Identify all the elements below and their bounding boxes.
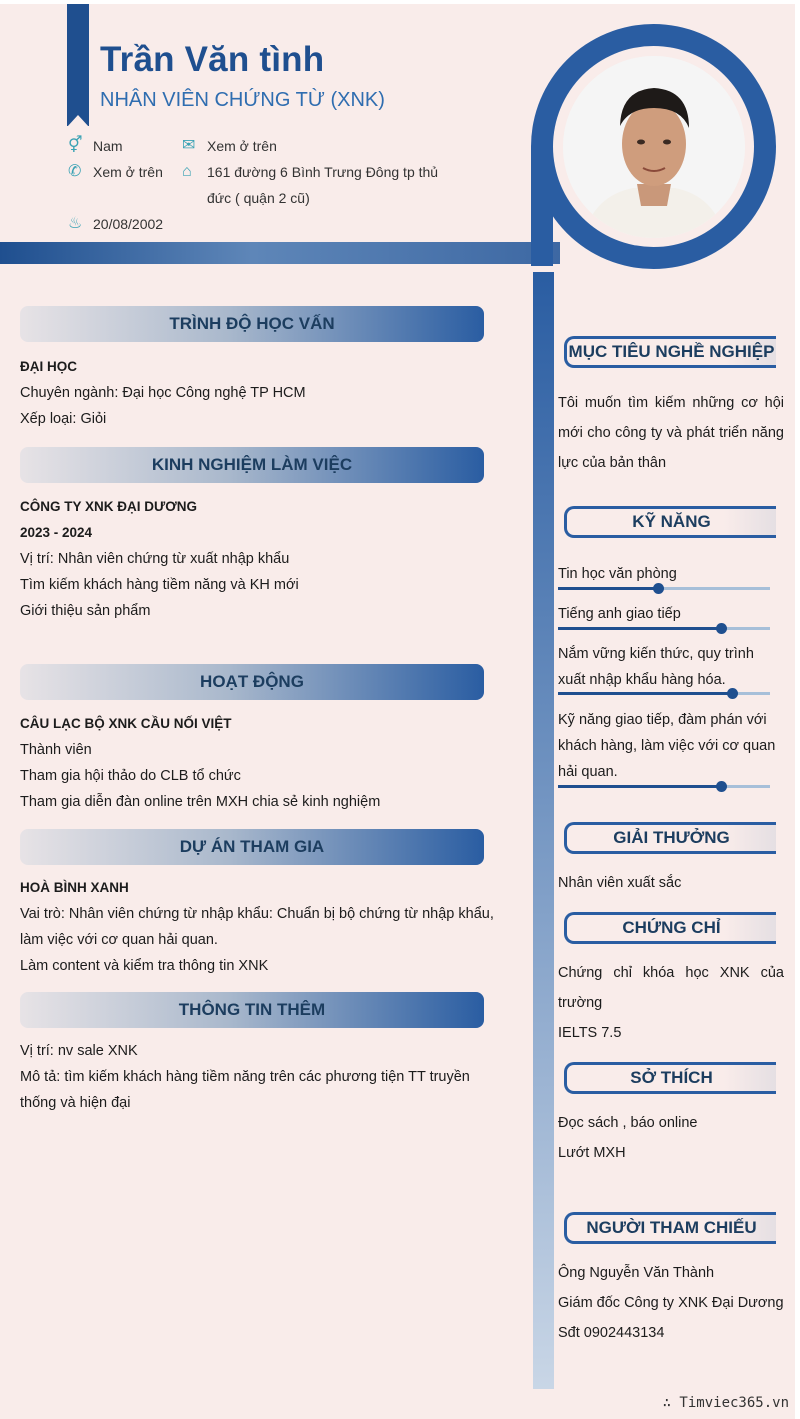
- experience-content: CÔNG TY XNK ĐẠI DƯƠNG 2023 - 2024 Vị trí: Nhân viên chứng từ xuất nhập khẩu Tìm kiếm khách hàng tiềm năng và KH mới Giới thiệu sản phẩm: [20, 494, 510, 624]
- skill-bar-fill: [558, 785, 721, 788]
- activities-heading: HOẠT ĐỘNG: [20, 664, 484, 700]
- list-item: Giới thiệu sản phẩm: [20, 603, 151, 619]
- skill-bar-knob: [716, 623, 727, 634]
- avatar: [563, 56, 745, 238]
- skills-heading: KỸ NĂNG: [564, 506, 776, 538]
- activities-content: CÂU LẠC BỘ XNK CẦU NỐI VIỆT Thành viên Tham gia hội thảo do CLB tổ chức Tham gia diễn đàn online trên MXH chia sẻ kinh nghiệm: [20, 711, 510, 815]
- list-item: Tham gia diễn đàn online trên MXH chia sẻ kinh nghiệm: [20, 794, 381, 810]
- skill-label: Tin học văn phòng: [558, 566, 677, 582]
- avatar-portrait-icon: [563, 56, 745, 238]
- home-icon: ⌂: [182, 163, 192, 180]
- list-item: Lướt MXH: [558, 1145, 626, 1161]
- hobbies-content: [558, 1108, 784, 1168]
- education-content: ĐẠI HỌC Chuyên ngành: Đại học Công nghệ TP HCM Xếp loại: Giỏi: [20, 359, 306, 427]
- projects-heading: DỰ ÁN THAM GIA: [20, 829, 484, 865]
- header-divider-bar: [0, 242, 560, 264]
- hobbies-heading: SỞ THÍCH: [564, 1062, 776, 1094]
- certificates-content: Chứng chỉ khóa học XNK của trường IELTS 7.5: [558, 965, 784, 1041]
- skill-bar-knob: [727, 688, 738, 699]
- job-title: NHÂN VIÊN CHỨNG TỪ (XNK): [100, 89, 385, 111]
- birthday-info: ♨ 20/08/2002: [68, 215, 164, 232]
- education-heading: TRÌNH ĐỘ HỌC VẤN: [20, 306, 484, 342]
- skill-bar: [558, 785, 770, 788]
- photo-ring-leg: [531, 146, 553, 266]
- mail-icon: ✉: [182, 137, 196, 154]
- projects-content: HOÀ BÌNH XANH Vai trò: Nhân viên chứng từ nhập khẩu: Chuẩn bị bộ chứng từ nhập khẩu, làm việc với cơ quan hải quan. Làm content và kiểm tra thông tin XNK: [20, 875, 510, 979]
- email-info: ✉ Xem ở trên: [182, 137, 277, 154]
- list-item: Vai trò: Nhân viên chứng từ nhập khẩu: Chuẩn bị bộ chứng từ nhập khẩu,: [20, 906, 494, 922]
- candidate-name: Trần Văn tình: [100, 40, 325, 79]
- list-item: làm việc với cơ quan hải quan.: [20, 932, 218, 948]
- cv-page: [0, 4, 795, 1419]
- list-item: thống và hiện đại: [20, 1095, 131, 1111]
- list-item: Vị trí: nv sale XNK: [20, 1043, 138, 1059]
- list-item: Vị trí: Nhân viên chứng từ xuất nhập khẩu: [20, 551, 290, 567]
- skill-bar-fill: [558, 692, 732, 695]
- list-item: Làm content và kiểm tra thông tin XNK: [20, 958, 269, 974]
- skill-bar-knob: [716, 781, 727, 792]
- skill-bar: [558, 692, 770, 695]
- skill-bar-fill: [558, 587, 658, 590]
- skill-label: Nắm vững kiến thức, quy trình xuất nhập khẩu hàng hóa.: [558, 646, 754, 688]
- references-content: Ông Nguyễn Văn Thành Giám đốc Công ty XNK Đại Dương Sđt 0902443134: [558, 1265, 784, 1341]
- skill-label: Tiếng anh giao tiếp: [558, 606, 681, 622]
- certificates-heading: CHỨNG CHỈ: [564, 912, 776, 944]
- phone-icon: ✆: [68, 163, 82, 180]
- awards-heading: GIẢI THƯỞNG: [564, 822, 776, 854]
- phone-info: ✆ Xem ở trên: [68, 163, 163, 180]
- awards-text: Nhân viên xuất sắc: [558, 875, 682, 891]
- cake-icon: ♨: [68, 215, 83, 232]
- objective-text: Tôi muốn tìm kiếm những cơ hội mới cho công ty và phát triển năng lực của bản thân: [558, 395, 784, 471]
- experience-heading: KINH NGHIỆM LÀM VIỆC: [20, 447, 484, 483]
- gender-info: ⚥ Nam: [68, 137, 123, 154]
- references-heading: NGƯỜI THAM CHIẾU: [564, 1212, 776, 1244]
- bookmark-ribbon: [67, 4, 89, 126]
- objective-heading: MỤC TIÊU NGHỀ NGHIỆP: [564, 336, 776, 368]
- list-item: Tham gia hội thảo do CLB tổ chức: [20, 768, 241, 784]
- skill-label: Kỹ năng giao tiếp, đàm phán với khách hàng, làm việc với cơ quan hải quan.: [558, 712, 776, 780]
- list-item: Thành viên: [20, 742, 92, 758]
- skill-bar: [558, 627, 770, 630]
- list-item: Đọc sách , báo online: [558, 1115, 698, 1131]
- skill-bar: [558, 587, 770, 590]
- skill-bar-fill: [558, 627, 721, 630]
- more-info-content: [20, 1038, 510, 1116]
- sidebar-bar: [533, 272, 554, 1389]
- list-item: Mô tả: tìm kiếm khách hàng tiềm năng trên các phương tiện TT truyền: [20, 1069, 470, 1085]
- more-info-heading: THÔNG TIN THÊM: [20, 992, 484, 1028]
- footer-brand[interactable]: ∴ Timviec365.vn: [662, 1395, 789, 1411]
- address-info: ⌂ 161 đường 6 Bình Trưng Đông tp thủ đức ( quận 2 cũ): [182, 163, 439, 206]
- list-item: Tìm kiếm khách hàng tiềm năng và KH mới: [20, 577, 299, 593]
- skill-bar-knob: [653, 583, 664, 594]
- gender-icon: ⚥: [68, 137, 83, 154]
